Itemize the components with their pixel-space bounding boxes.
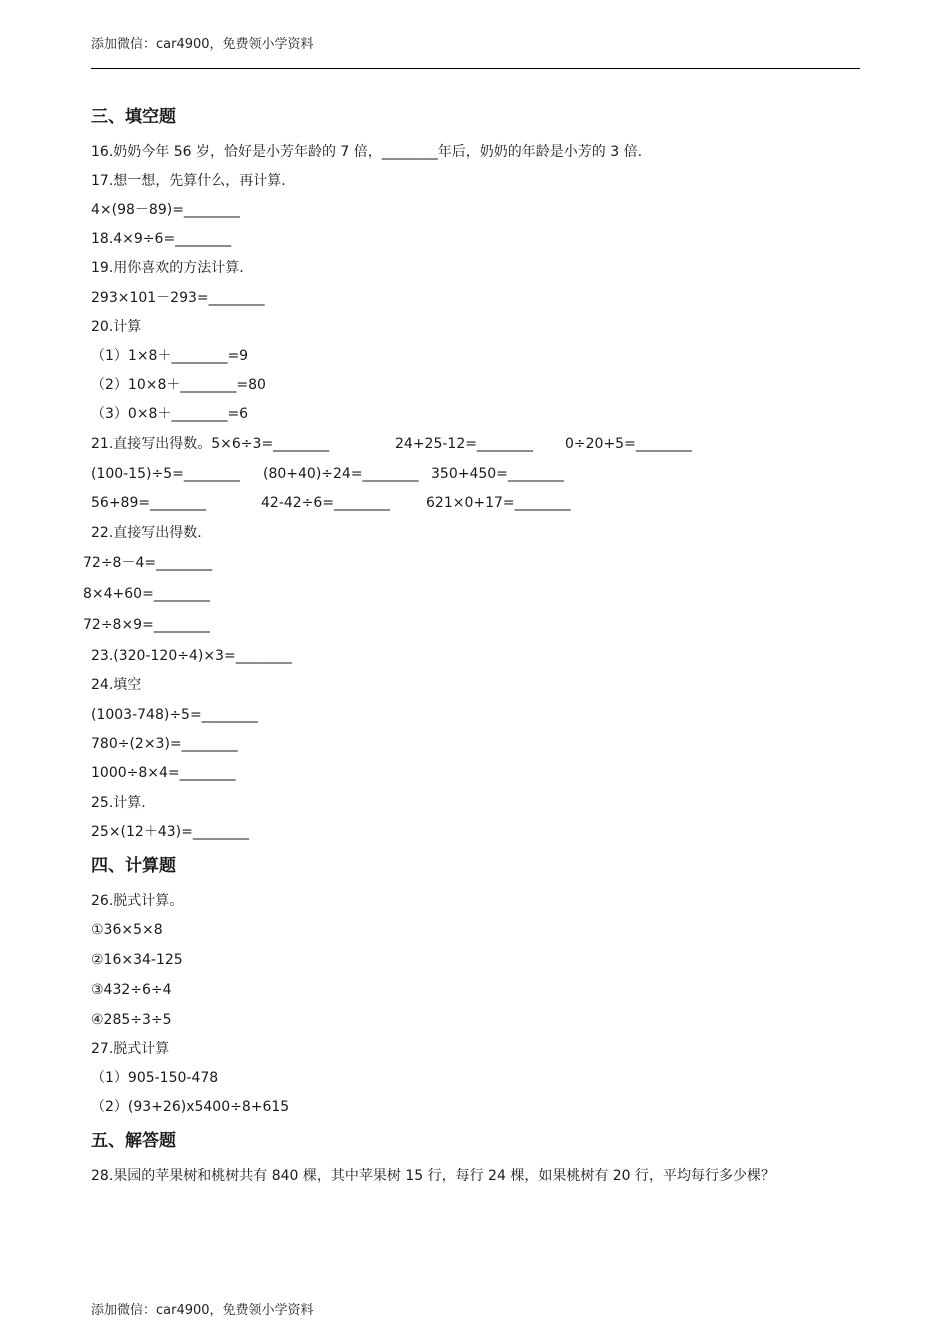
question-26: 26.脱式计算。 <box>91 893 184 909</box>
question-24-item-2: 780÷(2×3)=________ <box>91 736 238 752</box>
question-27: 27.脱式计算 <box>91 1041 170 1057</box>
question-16: 16.奶奶今年 56 岁，恰好是小芳年龄的 7 倍，________年后，奶奶的年龄是小芳的 3 倍. <box>91 144 643 160</box>
question-21-item-5: (80+40)÷24=________ <box>263 466 419 482</box>
question-22-item-2: 8×4+60=________ <box>83 586 210 602</box>
header-rule <box>91 68 860 69</box>
question-24-item-1: (1003-748)÷5=________ <box>91 707 258 723</box>
page-header: 添加微信：car4900，免费领小学资料 <box>91 37 314 52</box>
question-28: 28.果园的苹果树和桃树共有 840 棵，其中苹果树 15 行，每行 24 棵，如果桃树有 20 行，平均每行多少棵？ <box>91 1168 776 1184</box>
question-25: 25.计算. <box>91 795 146 811</box>
question-27-part-1: （1）905-150-478 <box>91 1070 219 1086</box>
question-21-item-3: 0÷20+5=________ <box>565 436 692 452</box>
question-24-item-3: 1000÷8×4=________ <box>91 765 236 781</box>
section-heading-fill-blank: 三、填空题 <box>91 107 176 127</box>
question-21-item-7: 56+89=________ <box>91 495 207 511</box>
question-26-item-4: ④285÷3÷5 <box>91 1012 172 1028</box>
question-21-item-9: 621×0+17=________ <box>426 495 571 511</box>
question-26-item-3: ③432÷6÷4 <box>91 982 172 998</box>
question-27-part-2: （2）(93+26)x5400÷8+615 <box>91 1099 290 1115</box>
section-heading-calculation: 四、计算题 <box>91 856 176 876</box>
question-21-item-2: 24+25-12=________ <box>395 436 533 452</box>
page-footer: 添加微信：car4900，免费领小学资料 <box>91 1303 314 1318</box>
question-20-part-2: （2）10×8＋________=80 <box>91 377 266 393</box>
question-17: 17.想一想，先算什么，再计算. <box>91 173 286 189</box>
question-26-item-2: ②16×34-125 <box>91 952 183 968</box>
question-19: 19.用你喜欢的方法计算. <box>91 260 244 276</box>
question-23: 23.(320-120÷4)×3=________ <box>91 648 292 664</box>
question-20: 20.计算 <box>91 319 142 335</box>
question-25-expression: 25×(12＋43)=________ <box>91 824 249 840</box>
question-22-item-1: 72÷8－4=________ <box>83 555 213 571</box>
question-17-expression: 4×(98－89)=________ <box>91 202 240 218</box>
section-heading-word-problems: 五、解答题 <box>91 1131 176 1151</box>
question-21-item-4: (100-15)÷5=________ <box>91 466 240 482</box>
question-20-part-1: （1）1×8＋________=9 <box>91 348 249 364</box>
question-21-item-6: 350+450=________ <box>431 466 564 482</box>
question-22: 22.直接写出得数. <box>91 525 202 541</box>
question-21-item-8: 42-42÷6=________ <box>261 495 391 511</box>
question-21-item-1: 21.直接写出得数。5×6÷3=________ <box>91 436 330 452</box>
question-19-expression: 293×101－293=________ <box>91 290 265 306</box>
question-22-item-3: 72÷8×9=________ <box>83 617 210 633</box>
question-26-item-1: ①36×5×8 <box>91 922 163 938</box>
question-18: 18.4×9÷6=________ <box>91 231 232 247</box>
question-24: 24.填空 <box>91 677 142 693</box>
question-20-part-3: （3）0×8＋________=6 <box>91 406 249 422</box>
